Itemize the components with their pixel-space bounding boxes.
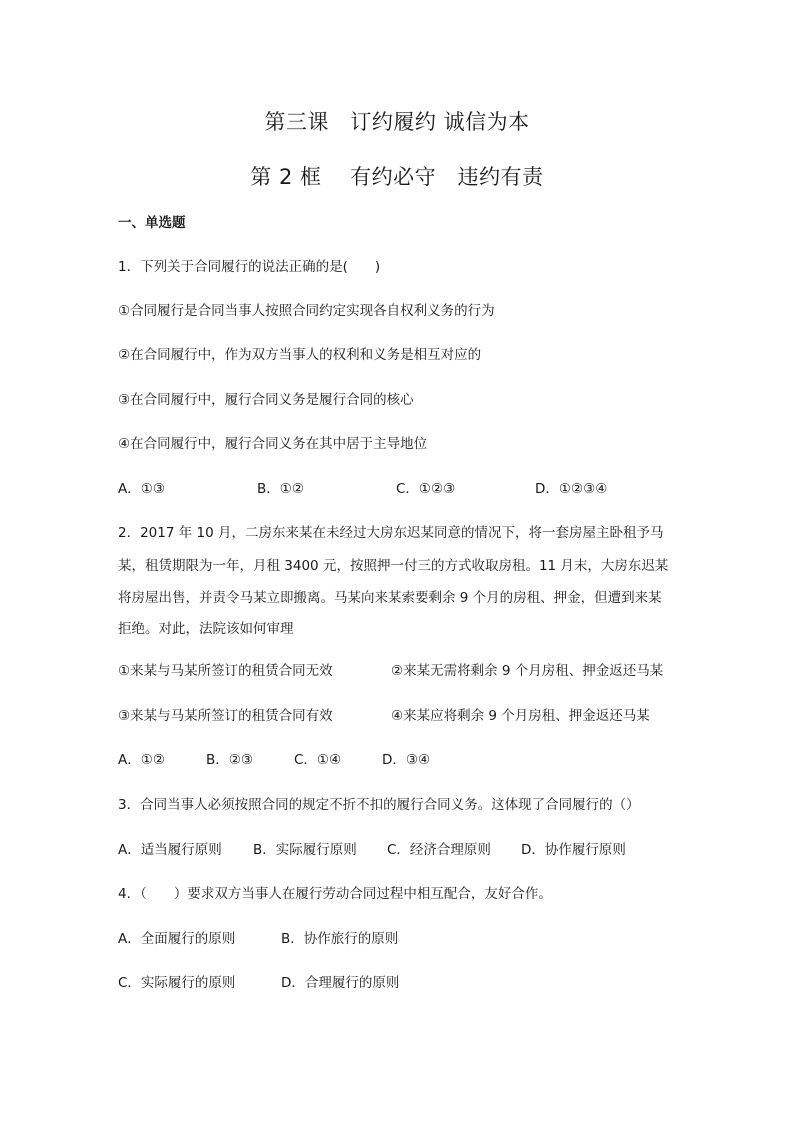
q2-option-d: D．③④	[382, 752, 431, 768]
q1-option-b: B．①②	[257, 481, 304, 497]
q2-option-c: C．①④	[294, 752, 342, 768]
q3-option-c: C．经济合理原则	[387, 842, 491, 858]
section-subtitle: 第 2 框 有约必守 违约有责	[250, 165, 544, 189]
lesson-title: 第三课 订约履约 诚信为本	[264, 110, 530, 134]
q3-option-a: A．适当履行原则	[118, 842, 222, 858]
q3-option-d: D．协作履行原则	[521, 842, 626, 858]
q4-option-a: A．全面履行的原则	[118, 931, 236, 947]
q1-item: ③在合同履行中，履行合同义务是履行合同的核心	[118, 392, 414, 408]
q1-item: ②在合同履行中，作为双方当事人的权利和义务是相互对应的	[118, 347, 482, 363]
q4-option-b: B．协作旅行的原则	[281, 931, 399, 947]
q2-item: ①来某与马某所签订的租赁合同无效	[118, 663, 333, 679]
q4-option-d: D．合理履行的原则	[281, 975, 400, 991]
q1-option-a: A．①③	[118, 481, 165, 497]
q3-option-b: B．实际履行原则	[253, 842, 357, 858]
q2-option-a: A．①②	[118, 752, 165, 768]
q4-stem: 4．（ ）要求双方当事人在履行劳动合同过程中相互配合，友好合作。	[118, 886, 552, 902]
q2-item: ②来某无需将剩余 9 个月房租、押金返还马某	[391, 663, 664, 679]
q2-stem-line: 2．2017 年 10 月，二房东来某在未经过大房东迟某同意的情况下，将一套房屋主卧租予马	[118, 525, 664, 541]
section-heading: 一、单选题	[118, 215, 186, 231]
q1-option-d: D．①②③④	[535, 481, 608, 497]
q2-option-b: B．②③	[206, 752, 253, 768]
q1-item: ④在合同履行中，履行合同义务在其中居于主导地位	[118, 436, 428, 452]
q2-stem-line: 将房屋出售，并责令马某立即搬离。马某向来某索要剩余 9 个月的房租、押金，但遭到来某	[118, 590, 662, 606]
q4-option-c: C．实际履行的原则	[118, 975, 236, 991]
q2-stem-line: 某，租赁期限为一年，月租 3400 元，按照押一付三的方式收取房租。11 月末，大房东迟某	[118, 558, 669, 574]
q2-item: ③来某与马某所签订的租赁合同有效	[118, 708, 333, 724]
q2-stem-line: 拒绝。对此，法院该如何审理	[118, 621, 294, 637]
q1-option-c: C．①②③	[396, 481, 456, 497]
q1-stem: 1．下列关于合同履行的说法正确的是( )	[118, 259, 381, 275]
q2-item: ④来某应将剩余 9 个月房租、押金返还马某	[391, 708, 650, 724]
q3-stem: 3．合同当事人必须按照合同的规定不折不扣的履行合同义务。这体现了合同履行的（）	[118, 797, 640, 813]
q1-item: ①合同履行是合同当事人按照合同约定实现各自权利义务的行为	[118, 303, 495, 319]
